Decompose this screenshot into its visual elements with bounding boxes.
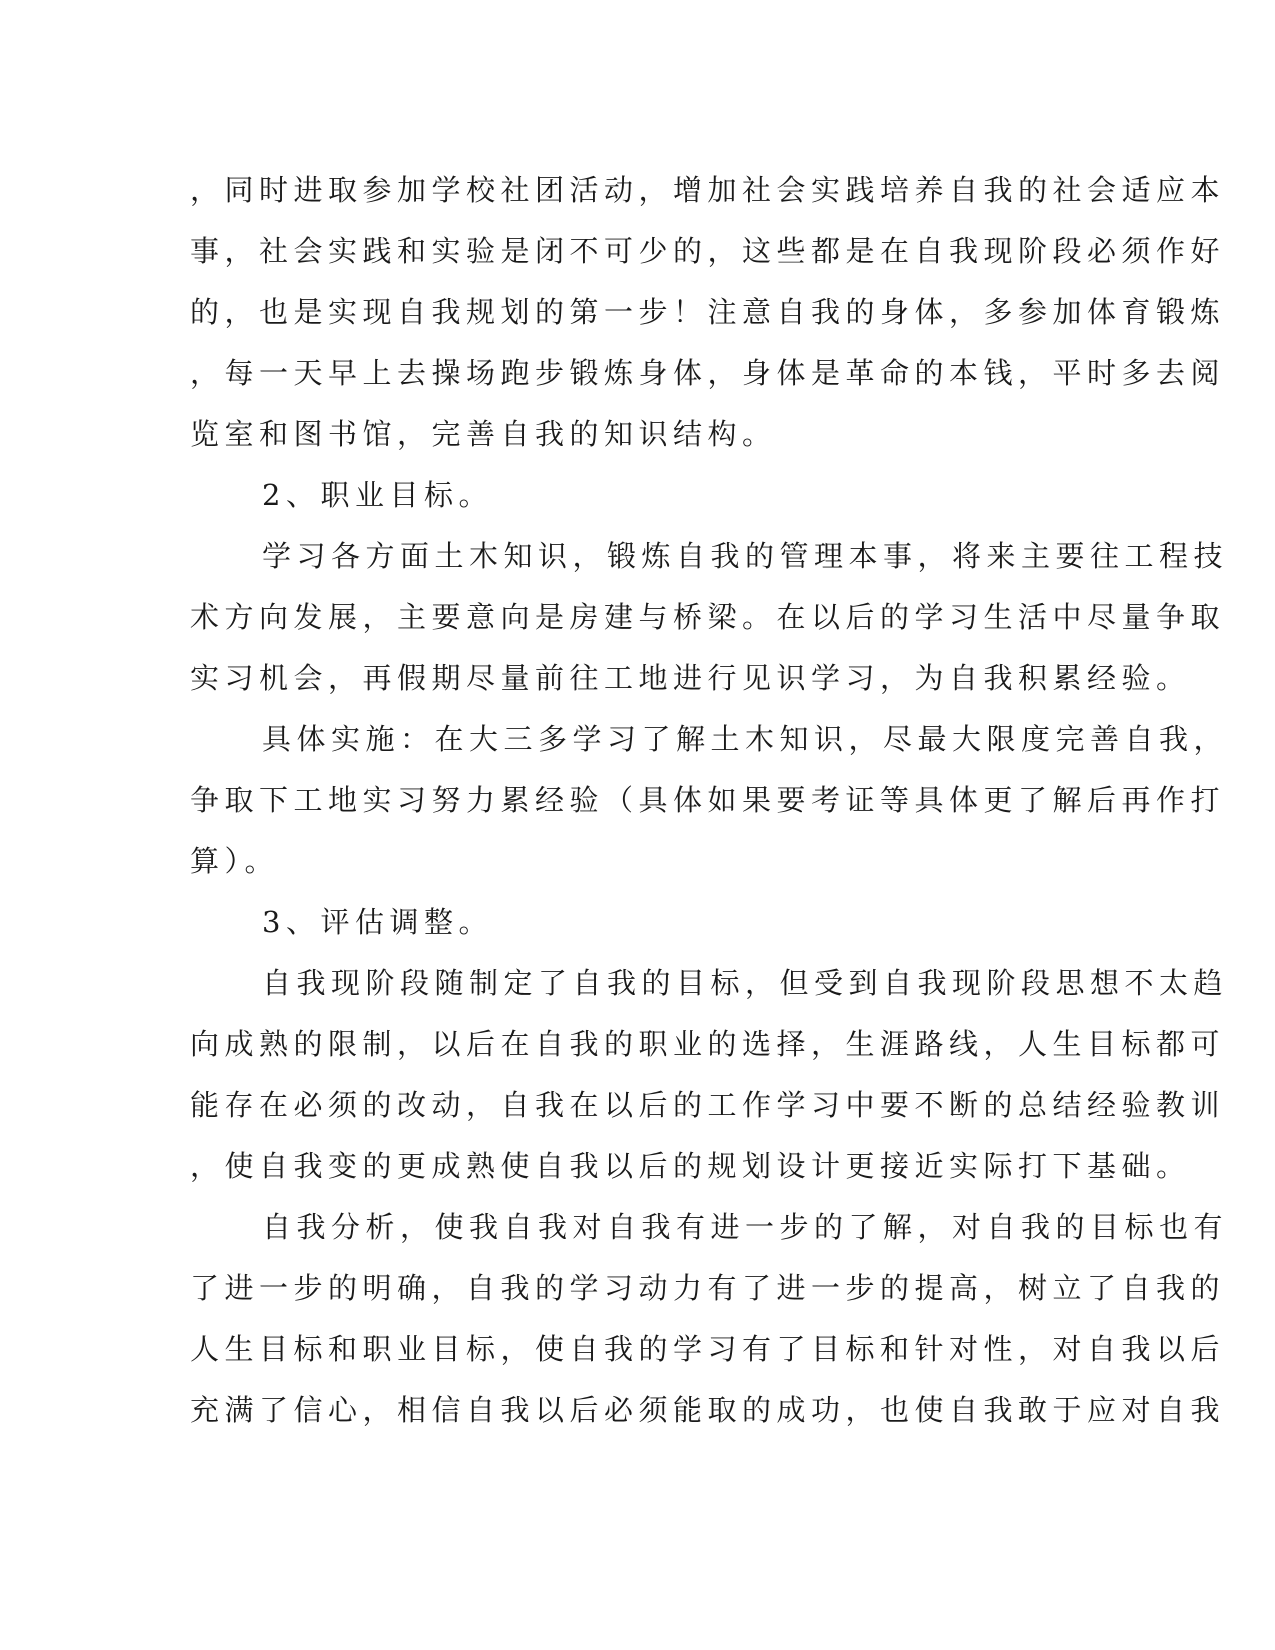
paragraph-start: 学习各方面土木知识，锻炼自我的管理本事，将来主要往工程技 xyxy=(262,539,1229,573)
text-line: ，使自我变的更成熟使自我以后的规划设计更接近实际打下基础。 xyxy=(190,1149,1191,1183)
paragraph-start: 自我分析，使我自我对自我有进一步的了解，对自我的目标也有 xyxy=(262,1210,1229,1244)
text-line: 算）。 xyxy=(190,844,280,878)
text-line: 能存在必须的改动，自我在以后的工作学习中要不断的总结经验教训 xyxy=(190,1088,1226,1122)
text-line: 术方向发展，主要意向是房建与桥梁。在以后的学习生活中尽量争取 xyxy=(190,600,1226,634)
text-line: 的，也是实现自我规划的第一步！注意自我的身体，多参加体育锻炼 xyxy=(190,295,1226,329)
text-line: 了进一步的明确，自我的学习动力有了进一步的提高，树立了自我的 xyxy=(190,1271,1226,1305)
paragraph-start: 自我现阶段随制定了自我的目标，但受到自我现阶段思想不太趋 xyxy=(262,966,1229,1000)
text-line: 事，社会实践和实验是闭不可少的，这些都是在自我现阶段必须作好 xyxy=(190,234,1226,268)
text-line: 充满了信心，相信自我以后必须能取的成功，也使自我敢于应对自我 xyxy=(190,1393,1226,1427)
text-line: 向成熟的限制，以后在自我的职业的选择，生涯路线，人生目标都可 xyxy=(190,1027,1226,1061)
section-heading-evaluation: 3、评估调整。 xyxy=(262,905,493,939)
paragraph-start: 具体实施：在大三多学习了解土木知识，尽最大限度完善自我， xyxy=(262,722,1229,756)
text-line: 争取下工地实习努力累经验（具体如果要考证等具体更了解后再作打 xyxy=(190,783,1226,817)
document-body xyxy=(190,160,1229,1441)
text-line: 览室和图书馆，完善自我的知识结构。 xyxy=(190,417,777,451)
text-line: 实习机会，再假期尽量前往工地进行见识学习，为自我积累经验。 xyxy=(190,661,1191,695)
text-line: 人生目标和职业目标，使自我的学习有了目标和针对性，对自我以后 xyxy=(190,1332,1226,1366)
text-line: ，同时进取参加学校社团活动，增加社会实践培养自我的社会适应本 xyxy=(190,173,1226,207)
text-line: ，每一天早上去操场跑步锻炼身体，身体是革命的本钱，平时多去阅 xyxy=(190,356,1226,390)
section-heading-career-goal: 2、职业目标。 xyxy=(262,478,493,512)
